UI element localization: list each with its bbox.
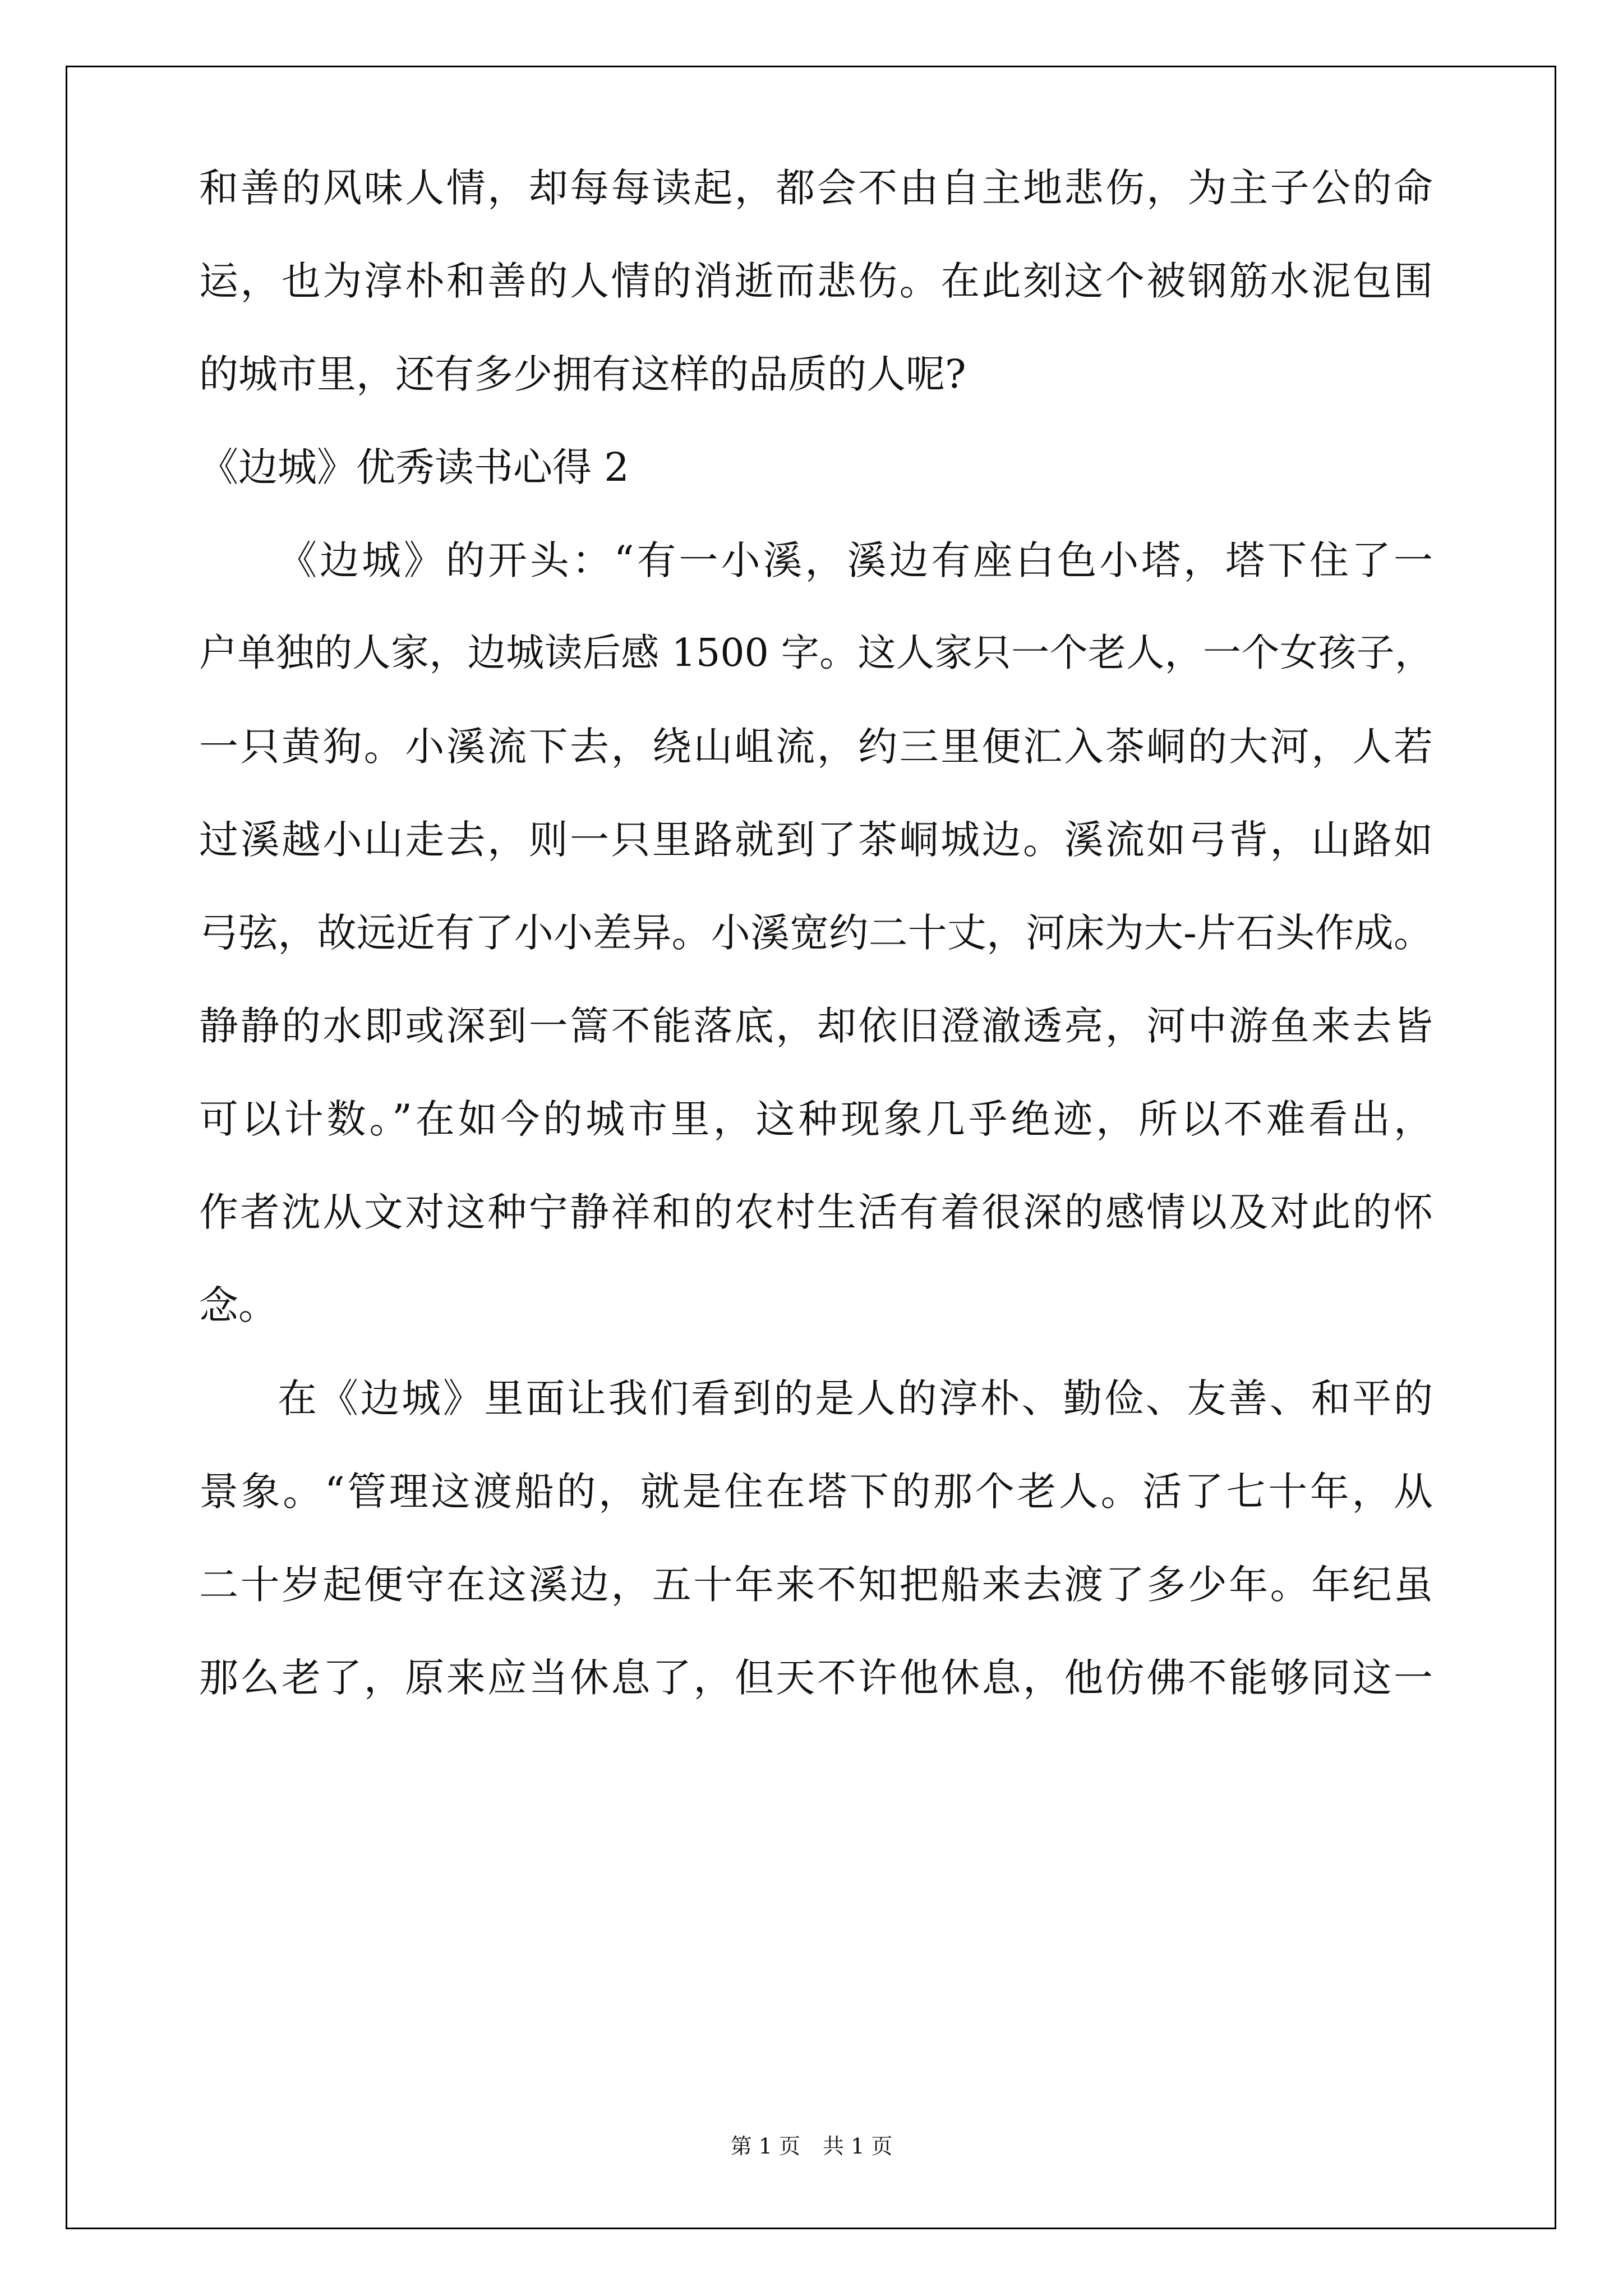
- text-line: 弓弦，故远近有了小小差异。小溪宽约二十丈，河床为大-片石头作成。: [199, 910, 1433, 956]
- text-line: 念。: [199, 1282, 278, 1328]
- text-line: 景象。“管理这渡船的，就是住在塔下的那个老人。活了七十年，从: [199, 1469, 1433, 1515]
- page-total: 共 1 页: [823, 2134, 893, 2159]
- text-line: 户单独的人家，边城读后感 1500 字。这人家只一个老人，一个女孩子，: [199, 631, 1433, 675]
- document-body: [199, 165, 1433, 1751]
- text-line: 静静的水即或深到一篙不能落底，却依旧澄澈透亮，河中游鱼来去皆: [199, 1003, 1433, 1049]
- page-footer: [0, 2129, 1623, 2160]
- text-line: 那么老了，原来应当休息了，但天不许他休息，他仿佛不能够同这一: [199, 1655, 1433, 1701]
- text-line: 的城市里，还有多少拥有这样的品质的人呢?: [199, 351, 966, 397]
- text-line: 可以计数。”在如今的城市里，这种现象几乎绝迹，所以不难看出，: [199, 1096, 1433, 1142]
- text-line: 过溪越小山走去，则一只里路就到了茶峒城边。溪流如弓背，山路如: [199, 817, 1433, 863]
- page-number: 第 1 页: [730, 2134, 800, 2159]
- text-line: 在《边城》里面让我们看到的是人的淳朴、勤俭、友善、和平的: [278, 1375, 1433, 1421]
- text-line: 一只黄狗。小溪流下去，绕山岨流，约三里便汇入茶峒的大河，人若: [199, 724, 1433, 770]
- text-line: 运，也为淳朴和善的人情的消逝而悲伤。在此刻这个被钢筋水泥包围: [199, 258, 1433, 304]
- text-line: 和善的风味人情，却每每读起，都会不由自主地悲伤，为主子公的命: [199, 165, 1433, 211]
- text-line: 二十岁起便守在这溪边，五十年来不知把船来去渡了多少年。年纪虽: [199, 1562, 1433, 1608]
- text-line: 《边城》的开头：“有一小溪，溪边有座白色小塔，塔下住了一: [278, 537, 1433, 583]
- text-line: 作者沈从文对这种宁静祥和的农村生活有着很深的感情以及对此的怀: [199, 1189, 1433, 1235]
- section-heading: 《边城》优秀读书心得 2: [199, 444, 629, 490]
